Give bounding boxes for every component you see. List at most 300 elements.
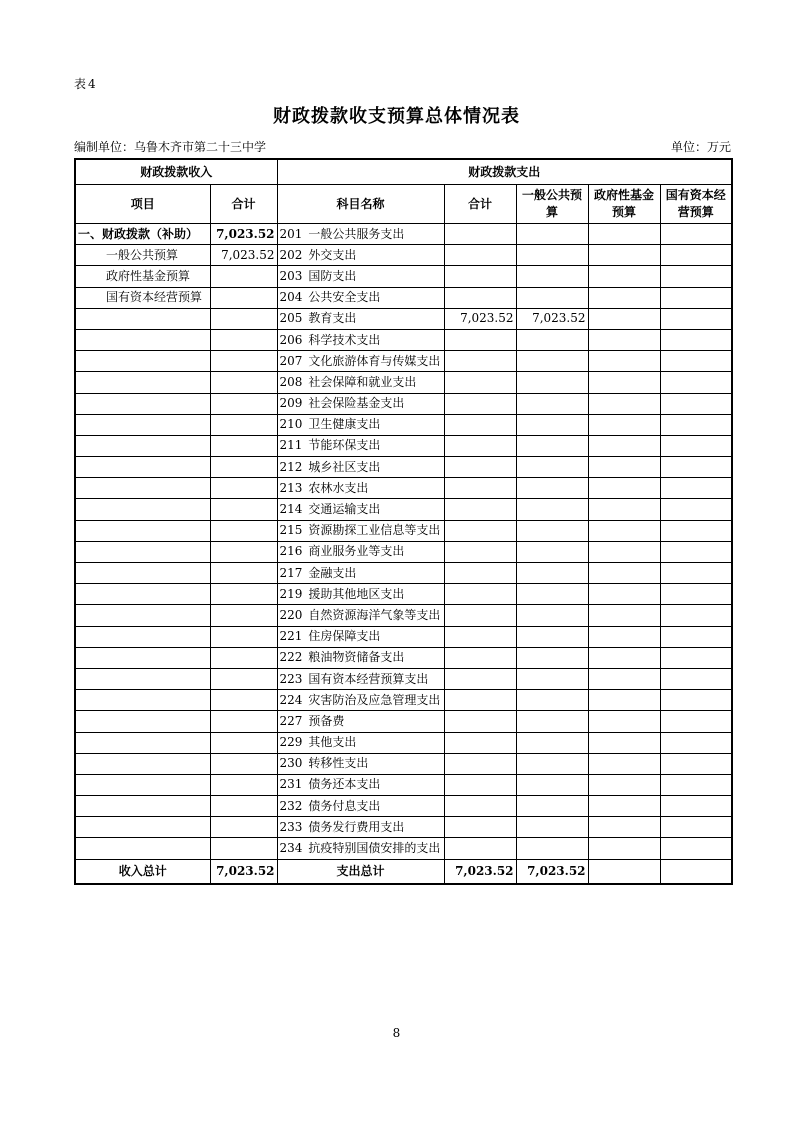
income-item-cell: [75, 457, 210, 478]
expense-state-capital-budget-cell: [660, 690, 732, 711]
table-column-header-row: [75, 185, 732, 224]
expense-gov-fund-budget-cell: [588, 584, 660, 605]
expense-code: 234: [279, 841, 303, 856]
expense-state-capital-budget-cell: [660, 563, 732, 584]
expense-gov-fund-budget-cell: [588, 711, 660, 732]
expense-general-budget-cell: [516, 584, 588, 605]
expense-total-general-value: 7,023.52: [516, 859, 588, 884]
expense-total-cell: [444, 753, 516, 774]
table-row: [75, 817, 732, 838]
table-row: [75, 668, 732, 689]
expense-general-budget-cell: [516, 224, 588, 245]
expense-general-budget-cell: [516, 435, 588, 456]
income-total-cell: [210, 478, 277, 499]
expense-total-cell: [444, 838, 516, 859]
income-item-cell: 政府性基金预算: [75, 266, 210, 287]
expense-subject-cell: [277, 308, 444, 329]
expense-state-capital-budget-cell: [660, 668, 732, 689]
expense-gov-fund-budget-cell: [588, 732, 660, 753]
expense-code: 230: [279, 756, 303, 771]
expense-total-cell: [444, 520, 516, 541]
expense-general-budget-cell: [516, 457, 588, 478]
expense-name: 灾害防治及应急管理支出: [308, 692, 441, 707]
expense-code: 210: [279, 417, 303, 432]
expense-total-cell: [444, 690, 516, 711]
table-row: [75, 584, 732, 605]
expense-gov-fund-budget-cell: [588, 372, 660, 393]
expense-name: 外交支出: [308, 247, 357, 262]
expense-code: 224: [279, 692, 303, 707]
column-header-expense-total: 合计: [444, 185, 516, 224]
expense-total-cell: [444, 796, 516, 817]
expense-code: 217: [279, 565, 303, 580]
expense-gov-fund-budget-cell: [588, 393, 660, 414]
expense-name: 教育支出: [308, 311, 357, 326]
expense-gov-fund-budget-cell: [588, 457, 660, 478]
expense-subject-cell: [277, 499, 444, 520]
expense-state-capital-budget-cell: [660, 647, 732, 668]
expense-subject-cell: [277, 668, 444, 689]
expense-gov-fund-budget-cell: [588, 647, 660, 668]
expense-gov-fund-budget-cell: [588, 817, 660, 838]
income-item-cell: [75, 414, 210, 435]
expense-code: 221: [279, 629, 303, 644]
expense-gov-fund-budget-cell: [588, 796, 660, 817]
table-row: [75, 329, 732, 350]
expense-subject-cell: [277, 626, 444, 647]
expense-state-capital-budget-cell: [660, 753, 732, 774]
table-row: [75, 711, 732, 732]
expense-total-cell: [444, 393, 516, 414]
expense-subject-cell: [277, 351, 444, 372]
expense-state-capital-budget-cell: [660, 817, 732, 838]
expense-name: 资源勘探工业信息等支出: [308, 523, 441, 538]
expense-code: 227: [279, 713, 303, 728]
expense-subject-cell: [277, 245, 444, 266]
expense-group-header: 财政拨款支出: [277, 159, 732, 185]
expense-general-budget-cell: [516, 711, 588, 732]
table-row: [75, 774, 732, 795]
table-row: [75, 626, 732, 647]
expense-general-budget-cell: [516, 563, 588, 584]
income-total-cell: [210, 626, 277, 647]
expense-name: 自然资源海洋气象等支出: [308, 607, 441, 622]
expense-total-cell: [444, 329, 516, 350]
income-total-cell: [210, 351, 277, 372]
expense-general-budget-cell: [516, 796, 588, 817]
income-item-cell: [75, 393, 210, 414]
expense-name: 债务还本支出: [308, 777, 381, 792]
expense-code: 212: [279, 459, 303, 474]
expense-subject-cell: [277, 224, 444, 245]
table-row: [75, 478, 732, 499]
column-header-state-capital-budget: 国有资本经营预算: [660, 185, 732, 224]
expense-gov-fund-budget-cell: [588, 245, 660, 266]
expense-state-capital-budget-cell: [660, 541, 732, 562]
expense-subject-cell: [277, 287, 444, 308]
expense-subject-cell: [277, 753, 444, 774]
income-item-cell: [75, 796, 210, 817]
expense-general-budget-cell: [516, 690, 588, 711]
table-row: [75, 245, 732, 266]
expense-total-cell: [444, 499, 516, 520]
expense-general-budget-cell: [516, 647, 588, 668]
table-row: [75, 224, 732, 245]
expense-state-capital-budget-cell: [660, 626, 732, 647]
expense-subject-cell: [277, 605, 444, 626]
expense-code: 209: [279, 396, 303, 411]
expense-code: 203: [279, 268, 303, 283]
income-total-cell: [210, 668, 277, 689]
expense-code: 220: [279, 607, 303, 622]
column-header-general-budget: 一般公共预算: [516, 185, 588, 224]
expense-name: 一般公共服务支出: [308, 226, 405, 241]
expense-name: 交通运输支出: [308, 502, 381, 517]
expense-code: 214: [279, 502, 303, 517]
table-row: [75, 520, 732, 541]
income-total-cell: [210, 457, 277, 478]
income-total-cell: [210, 732, 277, 753]
expense-subject-cell: [277, 796, 444, 817]
expense-total-cell: [444, 372, 516, 393]
income-item-cell: [75, 774, 210, 795]
expense-name: 社会保障和就业支出: [308, 374, 417, 389]
expense-name: 金融支出: [308, 565, 357, 580]
expense-general-budget-cell: [516, 668, 588, 689]
income-item-cell: [75, 541, 210, 562]
income-item-cell: [75, 647, 210, 668]
income-total-cell: [210, 414, 277, 435]
expense-code: 207: [279, 353, 303, 368]
table-row: [75, 414, 732, 435]
expense-code: 202: [279, 247, 303, 262]
expense-code: 208: [279, 374, 303, 389]
expense-name: 国有资本经营预算支出: [308, 671, 429, 686]
table-row: [75, 266, 732, 287]
income-item-cell: 一、财政拨款（补助）: [75, 224, 210, 245]
expense-name: 住房保障支出: [308, 629, 381, 644]
income-total-cell: [210, 393, 277, 414]
income-item-cell: [75, 711, 210, 732]
expense-total-cell: [444, 287, 516, 308]
expense-gov-fund-budget-cell: [588, 351, 660, 372]
column-header-gov-fund-budget: 政府性基金预算: [588, 185, 660, 224]
expense-general-budget-cell: [516, 838, 588, 859]
expense-gov-fund-budget-cell: [588, 605, 660, 626]
expense-gov-fund-budget-cell: [588, 308, 660, 329]
income-item-cell: [75, 668, 210, 689]
income-total-value: 7,023.52: [210, 859, 277, 884]
expense-name: 转移性支出: [308, 756, 369, 771]
expense-total-cell: [444, 711, 516, 732]
table-row: [75, 372, 732, 393]
expense-total-cell: [444, 626, 516, 647]
expense-name: 卫生健康支出: [308, 417, 381, 432]
expense-state-capital-budget-cell: [660, 499, 732, 520]
expense-gov-fund-budget-cell: [588, 520, 660, 541]
expense-total-cell: [444, 414, 516, 435]
page-number: 8: [392, 1026, 401, 1040]
expense-state-capital-budget-cell: [660, 287, 732, 308]
expense-code: 223: [279, 671, 303, 686]
expense-general-budget-cell: [516, 372, 588, 393]
expense-state-capital-budget-cell: [660, 457, 732, 478]
expense-total-cell: [444, 605, 516, 626]
expense-general-budget-cell: [516, 732, 588, 753]
expense-state-capital-budget-cell: [660, 245, 732, 266]
income-total-cell: [210, 647, 277, 668]
expense-general-budget-cell: [516, 478, 588, 499]
expense-code: 215: [279, 523, 303, 538]
expense-name: 粮油物资储备支出: [308, 650, 405, 665]
expense-code: 233: [279, 819, 303, 834]
income-total-cell: [210, 563, 277, 584]
income-group-header: 财政拨款收入: [75, 159, 277, 185]
expense-state-capital-budget-cell: [660, 414, 732, 435]
expense-total-cell: [444, 224, 516, 245]
expense-subject-cell: [277, 774, 444, 795]
expense-state-capital-budget-cell: [660, 796, 732, 817]
expense-state-capital-budget-cell: [660, 224, 732, 245]
income-item-cell: [75, 753, 210, 774]
expense-gov-fund-budget-cell: [588, 753, 660, 774]
expense-state-capital-budget-cell: [660, 329, 732, 350]
expense-state-capital-budget-cell: [660, 478, 732, 499]
expense-name: 科学技术支出: [308, 332, 381, 347]
expense-total-cell: [444, 435, 516, 456]
column-header-income-item: 项目: [75, 185, 210, 224]
expense-total-value: 7,023.52: [444, 859, 516, 884]
prepared-by-label: 编制单位：乌鲁木齐市第二十三中学: [74, 140, 267, 154]
income-item-cell: [75, 499, 210, 520]
expense-code: 222: [279, 650, 303, 665]
expense-state-capital-budget-cell: [660, 520, 732, 541]
income-total-cell: [210, 817, 277, 838]
expense-total-fund-value: [588, 859, 660, 884]
table-row: [75, 838, 732, 859]
expense-state-capital-budget-cell: [660, 584, 732, 605]
income-item-cell: [75, 817, 210, 838]
expense-general-budget-cell: [516, 266, 588, 287]
expense-general-budget-cell: [516, 520, 588, 541]
expense-general-budget-cell: [516, 287, 588, 308]
expense-subject-cell: [277, 711, 444, 732]
income-item-cell: [75, 329, 210, 350]
expense-general-budget-cell: [516, 774, 588, 795]
table-row: [75, 541, 732, 562]
income-item-cell: [75, 584, 210, 605]
income-total-cell: [210, 372, 277, 393]
expense-state-capital-budget-cell: [660, 435, 732, 456]
expense-subject-cell: [277, 647, 444, 668]
expense-state-capital-budget-cell: [660, 711, 732, 732]
expense-general-budget-cell: 7,023.52: [516, 308, 588, 329]
income-item-cell: [75, 520, 210, 541]
expense-name: 农林水支出: [308, 480, 369, 495]
table-row: [75, 690, 732, 711]
expense-name: 商业服务业等支出: [308, 544, 405, 559]
income-total-cell: [210, 796, 277, 817]
income-total-cell: [210, 605, 277, 626]
expense-gov-fund-budget-cell: [588, 224, 660, 245]
expense-name: 社会保险基金支出: [308, 396, 405, 411]
expense-name: 节能环保支出: [308, 438, 381, 453]
expense-total-cell: [444, 245, 516, 266]
income-total-label: 收入总计: [75, 859, 210, 884]
table-row: [75, 563, 732, 584]
expense-state-capital-budget-cell: [660, 605, 732, 626]
expense-general-budget-cell: [516, 499, 588, 520]
table-row: [75, 647, 732, 668]
expense-gov-fund-budget-cell: [588, 435, 660, 456]
expense-name: 公共安全支出: [308, 290, 381, 305]
table-group-header-row: [75, 159, 732, 185]
expense-total-cell: [444, 457, 516, 478]
expense-general-budget-cell: [516, 626, 588, 647]
expense-code: 211: [279, 438, 303, 453]
expense-subject-cell: [277, 563, 444, 584]
expense-gov-fund-budget-cell: [588, 774, 660, 795]
income-total-cell: [210, 690, 277, 711]
income-item-cell: [75, 626, 210, 647]
income-total-cell: [210, 499, 277, 520]
income-item-cell: [75, 308, 210, 329]
expense-code: 231: [279, 777, 303, 792]
expense-subject-cell: [277, 838, 444, 859]
expense-total-label: 支出总计: [277, 859, 444, 884]
table-row: [75, 351, 732, 372]
expense-general-budget-cell: [516, 817, 588, 838]
expense-state-capital-budget-cell: [660, 838, 732, 859]
expense-state-capital-budget-cell: [660, 774, 732, 795]
income-item-cell: [75, 690, 210, 711]
sheet-label: 表4: [74, 77, 98, 91]
table-row: [75, 605, 732, 626]
table-row: [75, 308, 732, 329]
expense-code: 206: [279, 332, 303, 347]
meta-row: [74, 138, 731, 155]
income-total-cell: [210, 711, 277, 732]
expense-state-capital-budget-cell: [660, 372, 732, 393]
income-item-cell: [75, 478, 210, 499]
table-row: [75, 393, 732, 414]
table-row: [75, 287, 732, 308]
expense-subject-cell: [277, 393, 444, 414]
income-total-cell: [210, 753, 277, 774]
expense-subject-cell: [277, 541, 444, 562]
expense-code: 216: [279, 544, 303, 559]
expense-gov-fund-budget-cell: [588, 287, 660, 308]
expense-name: 抗疫特别国债安排的支出: [308, 841, 441, 856]
unit-label: 单位：万元: [670, 140, 731, 154]
expense-total-cell: [444, 541, 516, 562]
expense-subject-cell: [277, 414, 444, 435]
expense-general-budget-cell: [516, 351, 588, 372]
expense-total-cell: [444, 584, 516, 605]
expense-gov-fund-budget-cell: [588, 478, 660, 499]
totals-row: [75, 859, 732, 884]
expense-code: 229: [279, 735, 303, 750]
expense-name: 债务付息支出: [308, 798, 381, 813]
income-total-cell: [210, 266, 277, 287]
expense-gov-fund-budget-cell: [588, 414, 660, 435]
expense-gov-fund-budget-cell: [588, 541, 660, 562]
expense-gov-fund-budget-cell: [588, 626, 660, 647]
expense-state-capital-budget-cell: [660, 351, 732, 372]
expense-subject-cell: [277, 435, 444, 456]
income-total-cell: [210, 329, 277, 350]
page-title: 财政拨款收支预算总体情况表: [273, 106, 520, 127]
income-total-cell: [210, 520, 277, 541]
income-total-cell: [210, 838, 277, 859]
expense-name: 援助其他地区支出: [308, 586, 405, 601]
column-header-income-total: 合计: [210, 185, 277, 224]
income-total-cell: 7,023.52: [210, 224, 277, 245]
income-item-cell: [75, 435, 210, 456]
income-item-cell: [75, 563, 210, 584]
expense-gov-fund-budget-cell: [588, 838, 660, 859]
expense-state-capital-budget-cell: [660, 732, 732, 753]
expense-state-capital-budget-cell: [660, 393, 732, 414]
table-row: [75, 732, 732, 753]
expense-name: 其他支出: [308, 735, 357, 750]
income-total-cell: [210, 287, 277, 308]
expense-total-cell: [444, 563, 516, 584]
table-row: [75, 796, 732, 817]
income-total-cell: [210, 774, 277, 795]
expense-total-cell: [444, 351, 516, 372]
expense-total-cell: [444, 647, 516, 668]
expense-state-capital-budget-cell: [660, 266, 732, 287]
expense-subject-cell: [277, 732, 444, 753]
expense-total-cell: [444, 266, 516, 287]
expense-general-budget-cell: [516, 541, 588, 562]
expense-general-budget-cell: [516, 753, 588, 774]
expense-name: 预备费: [308, 713, 345, 728]
expense-subject-cell: [277, 520, 444, 541]
expense-name: 国防支出: [308, 268, 357, 283]
expense-general-budget-cell: [516, 414, 588, 435]
income-item-cell: [75, 605, 210, 626]
income-item-cell: [75, 838, 210, 859]
table-row: [75, 753, 732, 774]
expense-subject-cell: [277, 584, 444, 605]
income-item-cell: [75, 351, 210, 372]
expense-gov-fund-budget-cell: [588, 329, 660, 350]
expense-code: 213: [279, 480, 303, 495]
expense-name: 文化旅游体育与传媒支出: [308, 353, 441, 368]
expense-total-capital-value: [660, 859, 732, 884]
expense-general-budget-cell: [516, 329, 588, 350]
expense-subject-cell: [277, 372, 444, 393]
expense-gov-fund-budget-cell: [588, 499, 660, 520]
expense-total-cell: [444, 774, 516, 795]
expense-gov-fund-budget-cell: [588, 563, 660, 584]
table-row: [75, 457, 732, 478]
table-row: [75, 499, 732, 520]
expense-subject-cell: [277, 266, 444, 287]
table-row: [75, 435, 732, 456]
expense-total-cell: 7,023.52: [444, 308, 516, 329]
expense-gov-fund-budget-cell: [588, 266, 660, 287]
income-item-cell: 一般公共预算: [75, 245, 210, 266]
expense-general-budget-cell: [516, 393, 588, 414]
income-total-cell: 7,023.52: [210, 245, 277, 266]
expense-general-budget-cell: [516, 245, 588, 266]
expense-name: 城乡社区支出: [308, 459, 381, 474]
expense-total-cell: [444, 668, 516, 689]
expense-code: 232: [279, 798, 303, 813]
